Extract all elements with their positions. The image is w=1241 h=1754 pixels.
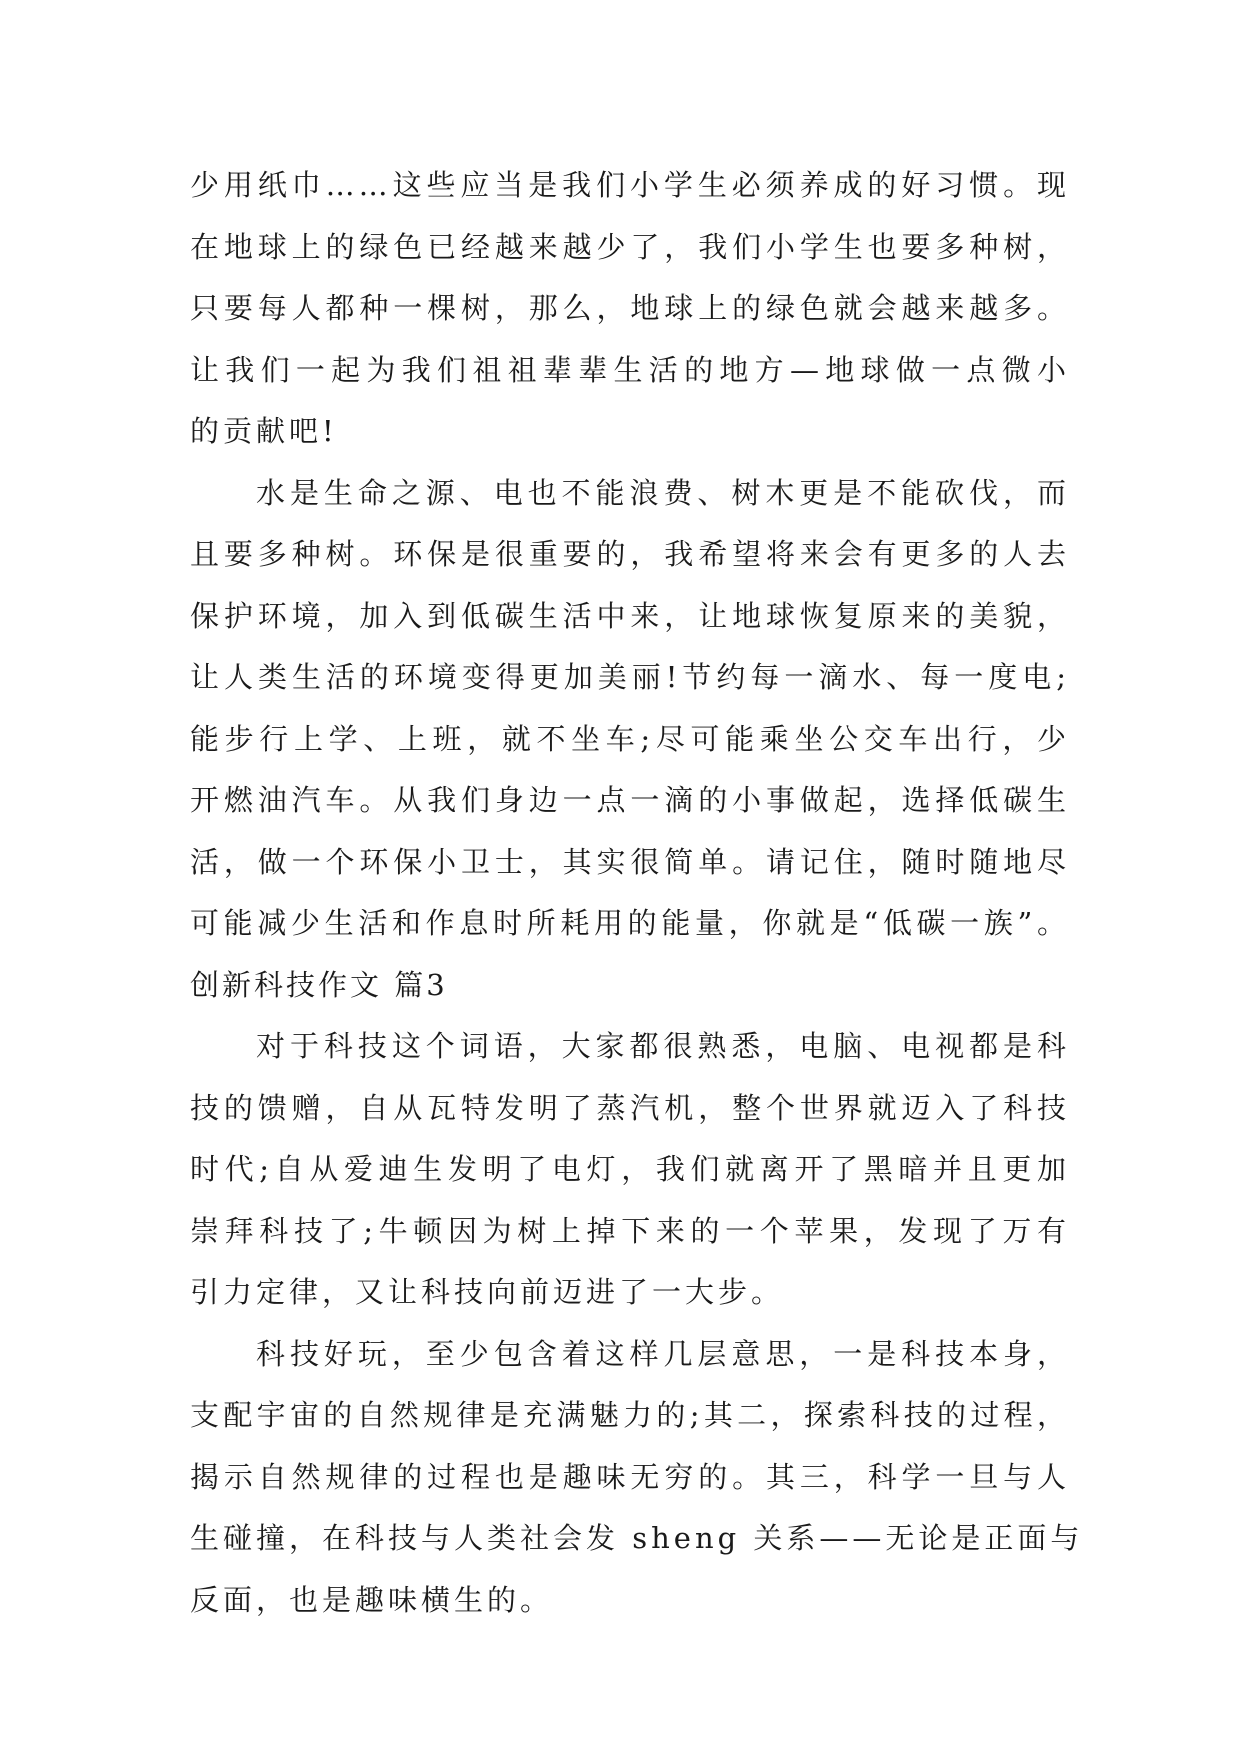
document-body (190, 155, 1084, 1631)
paragraph-1 (190, 155, 1070, 463)
text-line: 开燃油汽车。从我们身边一点一滴的小事做起，选择低碳生 (190, 783, 1070, 817)
text-line: 技的馈赠，自从瓦特发明了蒸汽机，整个世界就迈入了科技 (190, 1090, 1070, 1125)
text-line: 在地球上的绿色已经越来越少了，我们小学生也要多种树， (190, 229, 1070, 264)
text-line: 能步行上学、上班，就不坐车;尽可能乘坐公交车出行，少 (190, 721, 1070, 756)
text-line: 可能减少生活和作息时所耗用的能量，你就是“低碳一族”。 (190, 906, 1070, 940)
section-heading: 创新科技作文 篇3 (190, 967, 448, 1002)
paragraph-4 (190, 1324, 1084, 1632)
text-line: 揭示自然规律的过程也是趣味无穷的。其三，科学一旦与人 (190, 1459, 1070, 1494)
text-line: 崇拜科技了;牛顿因为树上掉下来的一个苹果，发现了万有 (190, 1213, 1070, 1248)
text-line: 的贡献吧! (190, 414, 338, 448)
text-line: 科技好玩，至少包含着这样几层意思，一是科技本身， (256, 1336, 1070, 1371)
text-line: 生碰撞，在科技与人类社会发 sheng 关系——无论是正面与 (190, 1521, 1084, 1555)
text-line: 只要每人都种一棵树，那么，地球上的绿色就会越来越多。 (190, 291, 1070, 325)
text-line: 活，做一个环保小卫士，其实很简单。请记住，随时随地尽 (190, 844, 1070, 879)
paragraph-2 (190, 463, 1070, 955)
paragraph-3 (190, 1016, 1070, 1324)
text-line: 反面，也是趣味横生的。 (190, 1582, 554, 1617)
text-line: 且要多种树。环保是很重要的，我希望将来会有更多的人去 (190, 537, 1070, 571)
text-line: 时代;自从爱迪生发明了电灯，我们就离开了黑暗并且更加 (190, 1152, 1070, 1186)
text-line: 引力定律，又让科技向前迈进了一大步。 (190, 1275, 785, 1309)
text-line: 水是生命之源、电也不能浪费、树木更是不能砍伐，而 (256, 475, 1070, 510)
text-line: 对于科技这个词语，大家都很熟悉，电脑、电视都是科 (256, 1029, 1070, 1063)
text-line: 支配宇宙的自然规律是充满魅力的;其二，探索科技的过程， (190, 1398, 1070, 1432)
text-line: 保护环境，加入到低碳生活中来，让地球恢复原来的美貌， (190, 598, 1070, 633)
text-line: 让人类生活的环境变得更加美丽!节约每一滴水、每一度电; (190, 660, 1070, 694)
text-line: 少用纸巾……这些应当是我们小学生必须养成的好习惯。现 (190, 168, 1070, 202)
text-line: 让我们一起为我们祖祖辈辈生活的地方—地球做一点微小 (190, 352, 1070, 387)
